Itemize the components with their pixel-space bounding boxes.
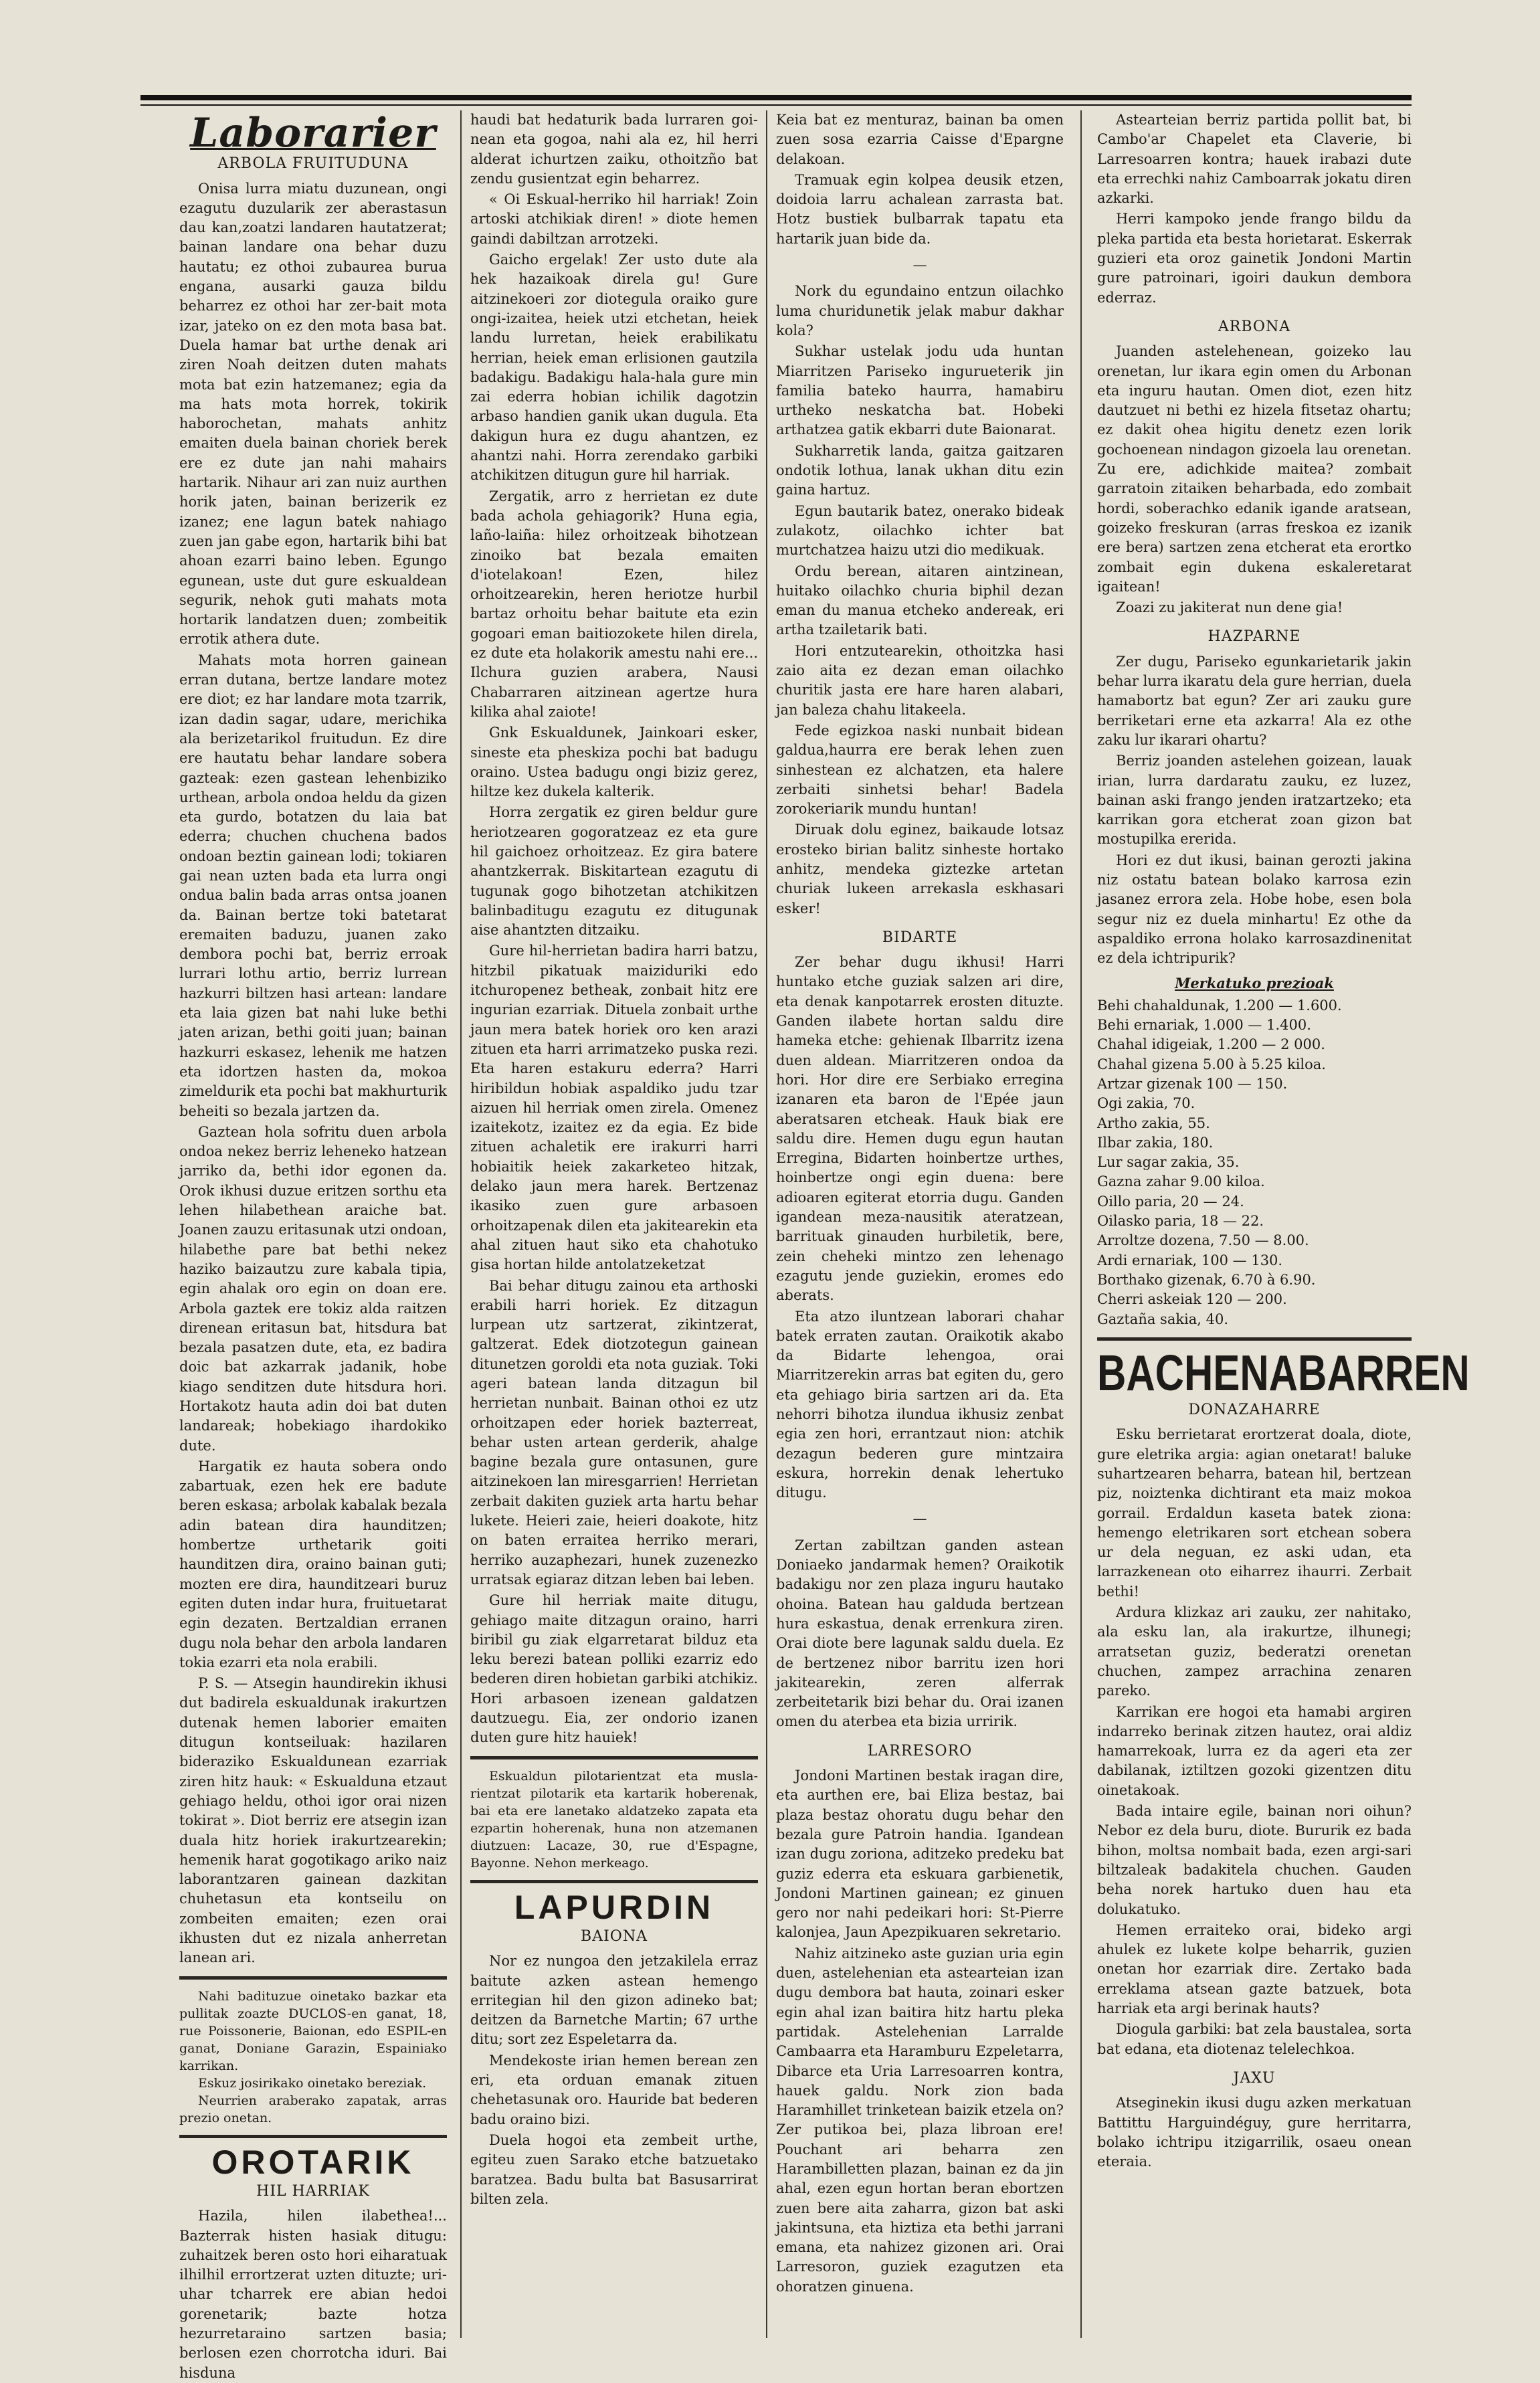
article-paragraph: Fede egizkoa naski nunbait bidean galdua,haurra ere berak lehen zuen sinhestean ez alchatzen, eta halere zerbaiti sinhetsi behar! Badela zorokeriarik mundu huntan! bbox=[776, 722, 1064, 818]
article-paragraph: Onisa lurra miatu duzunean, ongi ezagutu duzularik zer aberastasun dau kan,zoatzi landaren hautatzerat; bainan landare ona behar duzu hautatu; ez othoi zubaurea burua engana, ausarki gauza bildu beharrez ez othoi har zer-bait mota izar, jateko on ez den mota basa bat. Duela hamar bat urthe denak ari ziren Noah deitzen duten mahats mota bat ezin hatzemanez; egia da ma hats mota horrek, tokirik haborochetan, mahats anhitz emaiten duela bainan choriek berek ere ez dute jan nahi mahairs hartarik. Nihaur ari zan nuiz aurthen horik jaten, bainan berizerik ez izanez; ene lagun batek nahiago zuen jan gabe egon, hartarik bihi bat ahoan ezarri baino leben. Egungo egunean, uste dut gure eskualdean segurik, nehok guti mahats mota hortarik landatzen duen; zombeitik errotik athera dute. bbox=[179, 180, 447, 648]
divider bbox=[179, 1976, 447, 1980]
column-4 bbox=[1097, 110, 1470, 2338]
advertisement-text: Nahi badituzue oinetako bazkar eta pullitak zoazte DUCLOS-en ganat, 18, rue Poissonerie, Baionan, edo ESPIL-en ganat, Doniane Garazin, Espainiako karrikan. bbox=[179, 1988, 447, 2073]
article-paragraph: haudi bat hedaturik bada lurraren goi-nean eta gogoa, nahi ala ez, hil herri alderat ichurtzen zaiku, othoitzño bat zendu gusientzat egin beharrez. bbox=[470, 112, 758, 187]
article-paragraph: Diogula garbiki: bat zela baustalea, sorta bat edana, eta diotenaz telelechkoa. bbox=[1097, 2021, 1412, 2057]
advertisement-text: Neurrien araberako zapatak, arras prezio onetan. bbox=[179, 2093, 447, 2125]
prices-title: Merkatuko prezioak bbox=[1175, 975, 1334, 992]
article-paragraph: Ordu berean, aitaren aintzinean, huitako oilachko churia biphil dezan eman du manua etcheko andereak, eri artha tzailetarik bati. bbox=[776, 563, 1064, 638]
article-paragraph: Nahiz aitzineko aste guzian uria egin duen, astelehenian eta astearteian izan dugu dembora bat hauta, zoinari esker egin ahal izan baitira hitz hartu pleka partidak. Astelehenian Larralde Cambaarra eta Haramburu Ezpeletarra, Dibarce eta Uria Larresoarren kontra, hauek galdu. Nork zion bada Haramhillet trinketean baizik etzela on? Zer putikoa bei, plaza libroan ere! Pouchant ari beharra zen Harambilletten plazan, bainan ez da jin ahal, ezen egun hortan beran ebortzen zuen bere aita zaharra, gizon bat aski jakintsuna, eta hiztiza eta bethi jarrani emana, eta nahizez gizonen ari. Orai Larresoron, guziek ezagutzen eta ohoratzen ginuena. bbox=[776, 1945, 1064, 2295]
article-heading: BIDARTE bbox=[882, 929, 958, 946]
price-item: Behi ernariak, 1.000 — 1.400. bbox=[1097, 1017, 1311, 1034]
article-paragraph: Gure hil herriak maite ditugu, gehiago maite ditzagun oraino, harri biribil gu ziak elgarretarat bilduz eta leku berezi batean polliki ezarriz edo bederen diren hobietan garbiki atchikiz. Hori arbasoen izenean galdatzen dautzuegu. Eia, zer ondorio izanen duten gure hitz hauiek! bbox=[470, 1592, 758, 1746]
section-banner-bachenabarren: BACHENABARREN bbox=[1097, 1345, 1470, 1402]
price-item: Ogi zakia, 70. bbox=[1097, 1095, 1195, 1112]
price-item: Chahal idigeiak, 1.200 — 2 000. bbox=[1097, 1036, 1325, 1053]
article-paragraph: Hazila, hilen ilabethea!... Bazterrak histen hasiak ditugu: zuhaitzek beren osto hori eiharatuak ilhilhil errortzerat uzten dituzte; uri-uhar tcharrek ere abian hedoi gorenetarik; bazte hotza hezurretaraino sartzen basia; berlosen ezen chorrotcha iduri. Bai hisduna bbox=[179, 2208, 447, 2381]
article-paragraph: P. S. — Atsegin haundirekin ikhusi dut badirela eskualdunak irakurtzen dutenak hemen laborier emaiten ditugun kontseiluak: hazilaren bideraziko Eskualdunean ezarriak ziren hitz hauk: « Eskualduna etzaut gehiago heldu, othoi igor orai nizen tokirat ». Diot berriz ere atsegin izan duala hitz horiek irakurtzearekin; hemenik harat gogotikago ariko naiz laborantzaren gainean dazkitan chuhetasun eta kontseilu on zombeiten emaiten; ezen orai ikhusten dut ez nizala anherretan lanean ari. bbox=[179, 1675, 447, 1966]
price-item: Gazna zahar 9.00 kiloa. bbox=[1097, 1173, 1265, 1190]
article-paragraph: Esku berrietarat erortzerat doala, diote, gure eletrika argia: agian onetarat! baluke suhartzearen beharra, batean hil, bertzean piz, noiztenka dichtirant eta maiz mokoa gorrail. Erdaldun kaseta batek ziona: hemengo eletrikaren sort etchean sobera ur dela neguan, ez aski udan, eta larrazkenean oto eiharrez ihaurri. Zerbait bethi! bbox=[1097, 1426, 1412, 1600]
price-item: Cherri askeiak 120 — 200. bbox=[1097, 1291, 1287, 1308]
price-item: Borthako gizenak, 6.70 à 6.90. bbox=[1097, 1271, 1316, 1288]
article-paragraph: Nor ez nungoa den jetzakilela erraz baitute azken astean hemengo erritegian hil den gizon adineko bat; deitzen da Barnetche Martin; 67 urthe ditu; sort zez Espeletarra da. bbox=[470, 1953, 758, 2048]
divider bbox=[470, 1880, 758, 1883]
section-banner-orotarik: OROTARIK bbox=[211, 2143, 415, 2181]
article-paragraph: Keia bat ez menturaz, bainan ba omen zuen sosa ezarria Caisse d'Epargne delakoan. bbox=[776, 112, 1064, 167]
column-separator bbox=[766, 110, 767, 2338]
article-paragraph: Duela hogoi eta zembeit urthe, egiteu zuen Sarako etche batzuetako baratzea. Badu bulta bat Basusarrirat bilten zela. bbox=[470, 2131, 758, 2207]
article-paragraph: Juanden astelehenean, goizeko lau orenetan, lur ikara egin omen du Arbonan eta inguru hautan. Omen diot, ezen hitz dautzuet ni bethi ez hizela fitsetaz ohartu; ez dakit ohea higitu denetz ezen lorik gochoenean nindagon gizoela lau orenetan. Zu ere, adichkide maitea? zombait garratoin zitaiken beharbada, edo zombait hordi, soberachko edanik igande aratsean, goizeko freskuran (arras freskoa ez izanik ere bera) sartzen zena etcherat eta erortko zombait egin dukena eskaleretarat igaitean! bbox=[1097, 343, 1412, 595]
article-paragraph: Atseginekin ikusi dugu azken merkatuan Battittu Harguindéguy, gure herritarra, bolako ichtripu itzigarrilik, osaeu onean eteraia. bbox=[1097, 2095, 1412, 2170]
price-item: Ilbar zakia, 180. bbox=[1097, 1134, 1214, 1151]
column-1 bbox=[179, 110, 447, 2381]
article-paragraph: Herri kampoko jende frango bildu da pleka partida eta besta horietarat. Eskerrak guzieri eta oroz gainetik Jondoni Martin gure patroinari, igoiri daukun dembora ederraz. bbox=[1097, 211, 1412, 306]
article-heading: BAIONA bbox=[581, 1927, 648, 1945]
article-paragraph: Ardura klizkaz ari zauku, zer nahitako, ala esku lan, ala irakurtze, ilhunegi; arratsetan guziz, bederatzi orenetan chuchen, zampez arrachina zenaren pareko. bbox=[1097, 1604, 1412, 1699]
divider bbox=[470, 1756, 758, 1759]
column-2 bbox=[470, 110, 758, 2338]
article-heading: HIL HARRIAK bbox=[256, 2182, 370, 2200]
divider bbox=[1097, 1337, 1412, 1341]
article-paragraph: Gaicho ergelak! Zer usto dute ala hek hazaikoak direla gu! Gure aitzinekoeri zor diotegula oraiko gure ongi-izaitea, heiek utzi etchetan, heiek landu lurretan, heiek erabilikatu herrian, heiek eman erlisionen gautzila badakigu. Badakigu hala-hala gure min zai ederra hobian ichilik dagotzin arbaso handien ganik ukan dugula. Eta dakigun hura ez dugu ahantzen, ez ahantzi nahi. Horra zerendako garbiki atchikitzen ditugun gure hil harriak. bbox=[470, 252, 758, 484]
top-rule-thin bbox=[140, 104, 1412, 106]
article-paragraph: Nork du egundaino entzun oilachko luma churidunetik jelak mabur dakhar kola? bbox=[776, 283, 1064, 339]
article-paragraph: Berriz joanden astelehen goizean, lauak irian, lurra dardaratu zauku, ez luzez, bainan aski frango jenden iratzartzeko; eta karrikan gora etcherat zoan gizon bat mostupilka ererida. bbox=[1097, 753, 1412, 848]
article-paragraph: Gure hil-herrietan badira harri batzu, hitzbil pikatuak maiziduriki edo itchuropenez betheak, zonbait hitz ere ingurian ezarriak. Dituela zonbait urthe jaun mera batek horiek oro ken arazi zituen eta harri arrimatzeko puska rezi. Eta haren estakuru ederra? Harri hiribildun hobiak aspaldiko judu tzar aizuen hil herriak omen zirela. Omenez izaitekotz, izaitez ez da egia. Ez bide zituen achaletik ere irakurri harri hobiaitik heiek zakarketeo hitzak, delako jaun mera harek. Bertzenaz ikasiko zuen gure arbasoen orhoitzapenak dilen eta jakitearekin eta ahal zituen haut siko eta chahotuko gisa hortan hilde antolatzeketzat bbox=[470, 943, 758, 1273]
price-item: Ardi ernariak, 100 — 130. bbox=[1097, 1252, 1283, 1268]
top-rule bbox=[140, 95, 1412, 100]
price-item: Chahal gizena 5.00 à 5.25 kiloa. bbox=[1097, 1056, 1326, 1072]
section-title-laborarier: Laborarier bbox=[190, 110, 436, 157]
article-paragraph: Eta atzo iluntzean laborari chahar batek erraten zautan. Oraikotik akabo da Bidarte lehengoa, orai Miarritzerekin arras bat egiten du, gero eta gehiago biria sartzen ari da. Eta nehorri bihotza ilundua ikhusiz zenbat egia zen hori, errantzaut nion: atchik dezagun bederen gure mintzaira eskura, horrekin denak lehertuko ditugu. bbox=[776, 1308, 1064, 1501]
article-paragraph: Mahats mota horren gainean erran dutana, bertze landare motez ere diot; ez har landare mota tzarrik, izan dadin sagar, udare, merichika ala berizetarikol fruitudun. Ez dire ere hautatu behar landare sobera gazteak: ezen gastean lehenbiziko urthean, arbola ondoa heldu da gizen eta gurdo, botatzen du laia bat ederra; chuchen chuchena bados ondoan beztin gainean lodi; tokiaren gai nean uzten bada eta lurra ongi ondua balin bada arras ontsa joanen da. Bainan bertze toki batetarat eremaiten baduzu, juanen zako dembora pochi bat, berriz erroak lurrari lothu artio, berriz lurrean hazkurri biltzen hasi artean: landare eta laia gizen bat nahi luke bethi jaten arizan, bethi goiti juan; bainan hazkurri eskasez, lehenik me hatzen eta idortzen hasten da, mokoa zimeldurik eta pochi bat makhurturik beheiti so bezala jartzen da. bbox=[179, 652, 447, 1119]
article-heading: HAZPARNE bbox=[1208, 628, 1301, 646]
advertisement-text: Eskualdun pilotarientzat eta musla-rientzat pilotarik eta kartarik hoberenak, bai eta ere lanetako aldatzeko zapata eta ezpartin hoherenak, huna non atzemanen diutzuen: Lacaze, 30, rue d'Espagne, Bayonne. Nehon merkeago. bbox=[470, 1768, 758, 1871]
divider bbox=[179, 2135, 447, 2138]
column-3 bbox=[776, 110, 1064, 2338]
article-paragraph: Egun bautarik batez, onerako bideak zulakotz, oilachko ichter bat murtchatzea haizu utzi dio medikuak. bbox=[776, 502, 1064, 559]
article-paragraph: Zergatik, arro z herrietan ez dute bada achola gehiagorik? Huna egia, laño-laiña: hilez orhoitzeak bihotzean zinoiko bat bezala emaiten d'iotelakoan! Ezen, hilez orhoitzearekin, heren heriotze hurbil bartaz orhoitu behar baitute eta ezin gogoari eman baitiozokete hilen direla, ez dute eta holakorik amestu nahi ere... Ilchura guzien arabera, Nausi Chabarraren aitzinean agertze hura kilika ahal zaiote! bbox=[470, 488, 758, 720]
article-paragraph: Hemen erraiteko orai, bideko argi ahulek ez lukete kolpe beharrik, guzien onetan hor ezarriak dire. Zertako bada erreklama atsean gazte batzuek, bota harriak eta argi berinak hauts? bbox=[1097, 1921, 1412, 2017]
article-paragraph: Gnk Eskualdunek, Jainkoari esker, sineste eta pheskiza pochi bat badugu oraino. Ustea badugu ongi biziz gerez, hiltze kez dukela kalterik. bbox=[470, 725, 758, 800]
article-heading: ARBONA bbox=[1218, 318, 1291, 335]
article-paragraph: Bada intaire egile, bainan nori oihun? Nebor ez dela buru, diote. Bururik ez bada bihon, moltsa nombait bada, ezen argi-sari biltzaleak badakitela chuchen. Gauden beha norek hartuko duen hau eta dolukatuko. bbox=[1097, 1803, 1412, 1917]
section-banner-lapurdin: LAPURDIN bbox=[514, 1888, 714, 1926]
article-paragraph: Horra zergatik ez giren beldur gure heriotzearen gogoratzeaz ez eta gure hil gaichoez orhoitzeaz. Ez gira batere ahantzkerrak. Biskitartean ezagutu di tugunak gogo bihotzetan atchikitzen balinbaditugu ezagutu ez ditugunak aise ahantzten ditzaiku. bbox=[470, 804, 758, 939]
article-paragraph: Zer dugu, Pariseko egunkarietarik jakin behar lurra ikaratu dela gure herrian, duela hamabortz bat egun? Zer ari zauku gure berriketari erne eta azkarra! Ala ez othe zaku lur ikarari ohartu? bbox=[1097, 653, 1412, 748]
price-item: Artzar gizenak 100 — 150. bbox=[1097, 1075, 1288, 1092]
article-paragraph: Karrikan ere hogoi eta hamabi argiren indarreko berinak zitzen hautez, orai aldiz hamarrekoak, lurra ez da ageri eta zer dabilanak, iztiltzen gozoki gizentzen ditu oinetakoak. bbox=[1097, 1703, 1412, 1798]
column-separator bbox=[460, 110, 462, 2338]
price-item: Arroltze dozena, 7.50 — 8.00. bbox=[1097, 1232, 1309, 1249]
article-paragraph: Mendekoste irian hemen berean zen eri, eta orduan emanak zituen chehetasunak oro. Hauride bat bederen badu oraino bizi. bbox=[470, 2052, 758, 2127]
article-paragraph: « Oi Eskual-herriko hil harriak! Zoin artoski atchikiak diren! » diote hemen gaindi dabiltzan arrotzeki. bbox=[470, 191, 758, 247]
advertisement-text: Eskuz josirikako oinetako bereziak. bbox=[198, 2075, 427, 2091]
article-paragraph: Tramuak egin kolpea deusik etzen, doidoia larru achalean zarrasta bat. Hotz bustiek bulbarrak tapatu eta hartarik juan bide da. bbox=[776, 171, 1064, 247]
article-paragraph: Zertan zabiltzan ganden astean Doniaeko jandarmak hemen? Oraikotik badakigu nor zen plaza inguru hautako ohoina. Batean hau galduda bertzean hura eskastua, denak errenkura ziren. Orai diote bere lagunak saldu duela. Ez de bertzenez nibor barritu izen hori jakitearekin, zeren alferrak zerbeitetarik bizi behar du. Orai izanen omen du aterbea eta bizia urririk. bbox=[776, 1537, 1064, 1730]
article-paragraph: Jondoni Martinen bestak iragan dire, eta aurthen ere, bai Eliza bestaz, bai plaza bestaz ohoratu dugu behar den bezala gure Patroin handia. Igandean izan dugu zoriona, aditzeko predeku bat guziz ederra eta eskuara garbienetik, Jondoni Martinen gainean; ez ginuen gero nor nahi pedeikari hori: St-Pierre kalonjea, Jaun Apezpikuaren sekretario. bbox=[776, 1768, 1064, 1941]
price-item: Behi chahaldunak, 1.200 — 1.600. bbox=[1097, 997, 1342, 1014]
separator-dash: — bbox=[912, 1511, 927, 1527]
column-separator bbox=[1080, 110, 1082, 2338]
price-item: Oillo paria, 20 — 24. bbox=[1097, 1193, 1244, 1210]
article-paragraph: Astearteian berriz partida pollit bat, bi Cambo'ar Chapelet eta Claverie, bi Larresoarren kontra; hauek irabazi dute eta errechki nahiz Camboarrak jokatu diren azkarki. bbox=[1097, 112, 1412, 207]
article-paragraph: Hori entzutearekin, othoitzka hasi zaio aita ez dezan eman oilachko churitik jasta ere hare haren alabari, jan baleza chahu litakeela. bbox=[776, 642, 1064, 718]
article-heading: DONAZAHARRE bbox=[1188, 1402, 1321, 1419]
article-paragraph: Zer behar dugu ikhusi! Harri huntako etche guziak salzen ari dire, eta denak kanpotarrek erosten dituzte. Ganden ilabete hortan saldu dire hameka etche: gehienak Ilbarritz izena duen aldean. Miarritzeren ondoa da hori. Hor dire ere Serbiako erregina izanaren eta baron de l'Epée jaun aberatsaren etcheak. Hauk biak ere saldu dire. Hemen dugu egun hautan Erregina, Bidarten hoinbertze urthes, hoinbertze ongi egin duena: bere adioaren egiterat etorria dugu. Ganden igandean meza-nausitik ateratzean, barrituak ginauden hurbiletik, bere, zein cheheki mintzo zen lehenago ezagutu jende guziekin, eromes edo aberats. bbox=[776, 954, 1064, 1304]
article-paragraph: Sukhar ustelak jodu uda huntan Miarritzen Pariseko ingurueterik jin familia bateko haurra, hamabiru urtheko neskatcha bat. Hobeki arthatzea gatik ekbarri dute Baionarat. bbox=[776, 343, 1064, 438]
separator-dash: — bbox=[912, 257, 927, 274]
price-item: Gaztaña sakia, 40. bbox=[1097, 1311, 1229, 1327]
article-paragraph: Sukharretik landa, gaitza gaitzaren ondotik lothua, lanak ukhan ditu ezin gaina hartuz. bbox=[776, 442, 1064, 498]
article-paragraph: Hargatik ez hauta sobera ondo zabartuak, ezen hek ere badute beren eskasa; arbolak kabalak bezala adin batean dira haunditzen; hombertze urthetarik goiti haunditzen dira, oraino bainan guti; mozten ere dira, haunditzeari buruz egiten duten indar hura, fruituetarat egin dezaten. Bertzaldian erranen dugu nola behar den arbola landaren tokia ezarri eta nola erabili. bbox=[179, 1458, 447, 1671]
price-item: Oilasko paria, 18 — 22. bbox=[1097, 1213, 1264, 1230]
article-paragraph: Diruak dolu eginez, baikaude lotsaz erosteko birian balitz sinheste hortako anhitz, mendeka giztezke artetan churiak lukeen arrekasla eskhasari esker! bbox=[776, 822, 1064, 917]
price-item: Lur sagar zakia, 35. bbox=[1097, 1154, 1240, 1171]
article-heading: JAXU bbox=[1233, 2069, 1276, 2087]
article-paragraph: Zoazi zu jakiterat nun dene gia! bbox=[1116, 599, 1343, 616]
article-heading: ARBOLA FRUITUDUNA bbox=[217, 155, 409, 173]
article-heading: LARRESORO bbox=[867, 1742, 973, 1759]
article-paragraph: Gaztean hola sofritu duen arbola ondoa nekez berriz leheneko hatzean jarriko da, bethi idor egonen da. Orok ikhusi duzue eritzen sorthu eta lehen hilabethean araiche bat. Joanen zauzu eritasunak utzi ondoan, hilabethe pare bat bethi nekez haziko baizautzu zure kabala tipia, egin ahalak oro egin on doan ere. Arbola gaztek ere tokiz alda raitzen direnean eritasun bat, hitsdura bat bezala pasatzen dute, eta, ez badira doic bat azkarrak jadanik, hobe kiago senditzen dute hitsdura hori. Hortakotz hauta adin doi bat duten landareak; hobekiago ihardokiko dute. bbox=[179, 1123, 447, 1454]
article-paragraph: Bai behar ditugu zainou eta arthoski erabili harri horiek. Ez ditzagun lurpean utz sartzerat, zikintzerat, galtzerat. Edek diotzotegun gainean ditunetzen goroldi eta nota guziak. Toki ageri batean landa ditzagun bil herrietan nunbait. Bainan othoi ez utz orhoitzapen eder horiek bazterreat, behar usten artean gerderik, ahalge bagine bezala gure ontasunen, gure aitzinekoen lan miresgarrien! Herrietan zerbait dakiten guziek arta hartu behar lukete. Heieri zaie, heieri doakote, hitz on baten erraitea herriko merari, herriko auzaphezari, hunek zuzenezko urratsak egiaraz ditzan leben bai leben. bbox=[470, 1277, 758, 1588]
price-item: Artho zakia, 55. bbox=[1097, 1115, 1210, 1131]
article-paragraph: Hori ez dut ikusi, bainan gerozti jakina niz ostatu batean bolako karrosa ezin jasanez errora zela. Hobe hobe, esen bola segur niz ez duela minhartu! Ez othe da aspaldiko errona holako karrosazdinenitat ez dela ichtripurik? bbox=[1097, 852, 1412, 967]
